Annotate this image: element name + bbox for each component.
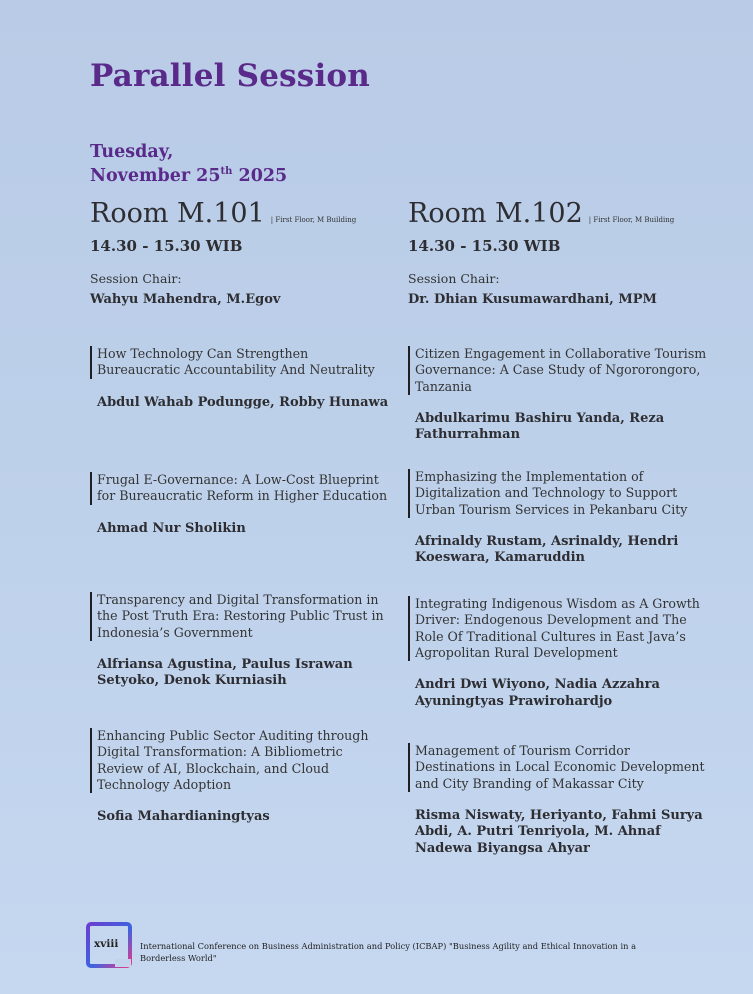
session-chair-name: Dr. Dhian Kusumawardhani, MPM	[408, 292, 657, 307]
page-number: xviii	[94, 938, 119, 950]
date-weekday: Tuesday,	[90, 142, 174, 162]
room-header	[90, 198, 390, 229]
talk-item	[90, 728, 390, 826]
talk-title: How Technology Can Strengthen Bureaucratic Accountability And Neutrality	[90, 346, 390, 379]
talk-item	[90, 592, 390, 690]
talk-title: Frugal E-Governance: A Low-Cost Blueprint for Bureaucratic Reform in Higher Education	[90, 472, 390, 505]
talk-title: Management of Tourism Corridor Destinations in Local Economic Development and City Branding of Makassar City	[408, 743, 708, 792]
talk-authors: Risma Niswaty, Heriyanto, Fahmi Surya Abdi, A. Putri Tenriyola, M. Ahnaf Nadewa Biyangsa Ahyar	[415, 807, 703, 856]
talk-title: Enhancing Public Sector Auditing through Digital Transformation: A Bibliometric Review of AI, Blockchain, and Cloud Technology Adoption	[90, 728, 390, 793]
talk-item	[90, 346, 390, 411]
talk-authors: Andri Dwi Wiyono, Nadia Azzahra Ayuningtyas Prawirohardjo	[415, 677, 660, 709]
session-chair-label: Session Chair:	[90, 271, 182, 286]
session-chair-name: Wahyu Mahendra, M.Egov	[90, 292, 281, 307]
room-header	[408, 198, 708, 229]
room-column-m101	[90, 198, 390, 825]
talk-item	[408, 743, 708, 857]
talk-authors: Afrinaldy Rustam, Asrinaldy, Hendri Koeswara, Kamaruddin	[415, 533, 679, 566]
room-location: | First Floor, M Building	[270, 216, 357, 224]
session-chair-label: Session Chair:	[408, 271, 500, 286]
page-title: Parallel Session	[90, 58, 371, 94]
room-column-m102	[408, 198, 708, 856]
talk-authors: Abdulkarimu Bashiru Yanda, Reza Fathurrahman	[415, 410, 665, 443]
talk-item	[90, 472, 390, 537]
room-name: Room M.101	[90, 198, 265, 229]
talk-title: Integrating Indigenous Wisdom as A Growth Driver: Endogenous Development and The Role Of Traditional Cultures in East Java’s Agropolitan Rural Development	[408, 596, 708, 661]
room-location: | First Floor, M Building	[588, 216, 675, 224]
talk-authors: Alfriansa Agustina, Paulus Israwan Setyoko, Denok Kurniasih	[97, 656, 353, 689]
session-date	[90, 140, 287, 188]
talk-authors: Abdul Wahab Podungge, Robby Hunawa	[97, 394, 389, 410]
footer-text: International Conference on Business Administration and Policy (ICBAP) "Business Agility and Ethical Innovation in a Borderless World"	[140, 941, 637, 963]
date-full: November 25th 2025	[90, 166, 288, 186]
room-time: 14.30 - 15.30 WIB	[408, 237, 561, 255]
talk-item	[408, 469, 708, 567]
talk-title: Citizen Engagement in Collaborative Tourism Governance: A Case Study of Ngororongoro, Tanzania	[408, 346, 708, 395]
talk-item	[408, 346, 708, 444]
talk-authors: Ahmad Nur Sholikin	[97, 520, 246, 536]
talk-title: Emphasizing the Implementation of Digitalization and Technology to Support Urban Tourism Services in Pekanbaru City	[408, 469, 708, 518]
talk-authors: Sofia Mahardianingtyas	[97, 809, 270, 825]
room-time: 14.30 - 15.30 WIB	[90, 237, 243, 255]
room-name: Room M.102	[408, 198, 583, 229]
talk-item	[408, 596, 708, 710]
talk-title: Transparency and Digital Transformation in the Post Truth Era: Restoring Public Trust in Indonesia’s Government	[90, 592, 390, 641]
